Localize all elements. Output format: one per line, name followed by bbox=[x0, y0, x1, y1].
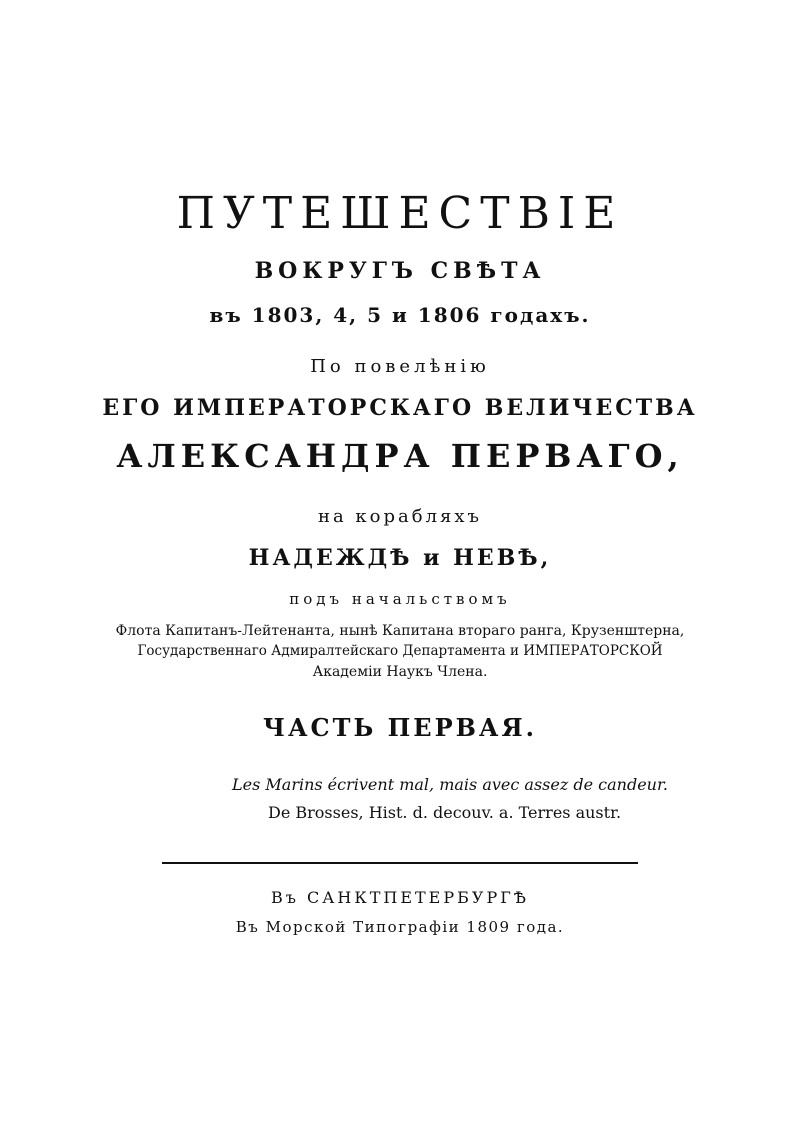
book-subtitle: ВОКРУГЪ СВѢТА bbox=[254, 258, 546, 284]
ship-names: НАДЕЖДѢ и НЕВѢ, bbox=[248, 545, 552, 571]
captain-line-2: Государственнаго Адмиралтейскаго Департамента и ИМПЕРАТОРСКОЙ bbox=[137, 643, 663, 659]
captain-line-3: Академіи Наукъ Члена. bbox=[312, 664, 488, 680]
command-line: подъ начальствомъ bbox=[289, 590, 511, 608]
decree-line: По повелѣнію bbox=[310, 356, 490, 377]
emperor-name: АЛЕКСАНДРА ПЕРВАГО, bbox=[116, 437, 684, 475]
majesty-line: ЕГО ИМПЕРАТОРСКАГО ВЕЛИЧЕСТВА bbox=[102, 395, 698, 421]
captain-line-1: Флота Капитанъ-Лейтенанта, нынѣ Капитана втораго ранга, Крузенштерна, bbox=[115, 623, 685, 639]
epigraph-quote: Les Marins écrivent mal, mais avec assez de candeur. bbox=[232, 775, 668, 794]
ornamental-rule bbox=[162, 862, 638, 864]
imprint-city: Въ САНКТПЕТЕРБУРГѢ bbox=[270, 888, 529, 907]
book-title: ПУТЕШЕСТВІЕ bbox=[176, 188, 624, 239]
imprint-press: Въ Морской Типографіи 1809 года. bbox=[235, 918, 565, 936]
part-heading: ЧАСТЬ ПЕРВАЯ. bbox=[263, 713, 537, 742]
epigraph-source: De Brosses, Hist. d. decouv. a. Terres austr. bbox=[268, 803, 622, 822]
ships-intro: на корабляхъ bbox=[317, 506, 483, 527]
voyage-years: въ 1803, 4, 5 и 1806 годахъ. bbox=[209, 303, 591, 327]
